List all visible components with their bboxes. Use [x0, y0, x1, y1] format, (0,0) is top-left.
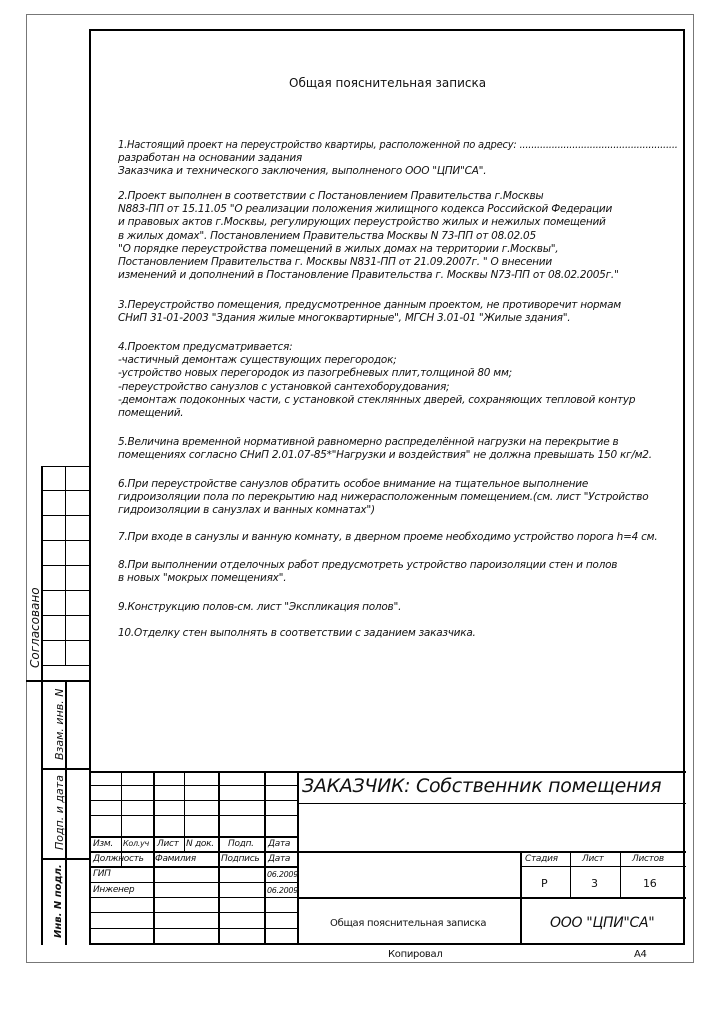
header-n-dok: N док. [186, 839, 214, 849]
side-line [41, 466, 43, 945]
header-list: Лист [157, 839, 179, 849]
copied-label: Копировал [388, 949, 443, 960]
paragraph-line: N883-ПП от 15.11.05 "О реализации положения жилищного кодекса Российской Федерации [118, 203, 613, 216]
paragraph-first-line: 8.При выполнении отделочных работ предусмотреть устройство пароизоляции стен и полов [118, 559, 618, 571]
paragraph-first-line: 2.Проект выполнен в соответствии с Постановлением Правительства г.Москвы [118, 190, 544, 202]
paragraph-line: помещениях согласно СНиП 2.01.07-85*"Нагрузки и воздействия" не должна превышать 150 кг/м2. [118, 449, 652, 462]
header-surname: Фамилия [155, 854, 196, 864]
paragraph-first-line: 3.Переустройство помещения, предусмотренное данным проектом, не противоречит нормам [118, 299, 621, 311]
paragraph-line: Постановлением Правительства г. Москвы N831-ПП от 21.09.2007г. " О внесении [118, 256, 552, 268]
paragraph-line: разработан на основании задания [118, 152, 302, 165]
paragraph-line: -демонтаж подоконных части, с установкой стеклянных дверей, сохраняющих тепловой контур [118, 393, 636, 406]
paragraph-line: "О порядке переустройства помещений в жилых домах на территории г.Москвы", [118, 242, 559, 255]
paragraph-line: Заказчика и технического заключения, выполненого ООО "ЦПИ"СА". [118, 165, 487, 178]
header-podp: Подп. [228, 839, 254, 849]
stage-label: Стадия [525, 854, 558, 864]
paragraph-line: -частичный демонтаж существующих перегородок; [118, 354, 397, 367]
row-role: ГИП [93, 869, 111, 879]
row-role: Инженер [93, 885, 135, 895]
company-name: ООО "ЦПИ"СА" [550, 915, 655, 931]
header-izm: Изм. [93, 839, 113, 849]
paragraph-first-line: 7.При входе в санузлы и ванную комнату, в дверном проеме необходимо устройство порога h=4 см. [118, 531, 658, 543]
paragraph-line: -устройство новых перегородок из пазогребневых плит,толщиной 80 мм; [118, 367, 512, 380]
header-data: Дата [268, 839, 291, 849]
paragraph-line: в жилых домах". Постановлением Правительства Москвы N 73-ПП от 08.02.05 [118, 229, 536, 242]
paragraph-line: изменений и дополнений в Постановление Правительства г. Москвы N73-ПП от 08.02.2005г." [118, 269, 619, 282]
row-date: 06.2009 [267, 886, 298, 895]
paragraph-line: в новых "мокрых помещениях". [118, 572, 287, 585]
sheets-value: 16 [643, 877, 657, 890]
sign-date-label: Подп. и дата [53, 775, 66, 850]
agreed-label: Согласовано [28, 587, 42, 668]
side-line [65, 466, 66, 666]
inv-orig-label: Инв. N подл. [53, 864, 64, 938]
customer-label: ЗАКАЗЧИК: Собственник помещения [302, 775, 662, 797]
header-signature: Подпись [221, 854, 260, 864]
paragraph-line: и правовых актов г.Москвы, регулирующих переустройство жилых и нежилых помещений [118, 216, 606, 229]
side-line [26, 680, 90, 682]
paragraph-first-line: 5.Величина временной нормативной равномерно распределённой нагрузки на перекрытие в [118, 436, 619, 448]
header-kol-uch: Кол.уч [123, 839, 149, 848]
paragraph-line: -переустройство санузлов с установкой сантехоборудования; [118, 380, 450, 393]
paragraph-first-line: 10.Отделку стен выполнять в соответствии с заданием заказчика. [118, 627, 476, 639]
paragraph-line: помещений. [118, 407, 184, 419]
paragraph-line: гидроизоляции в санузлах и ванных комнатах") [118, 504, 375, 517]
paragraph-line: СНиП 31-01-2003 "Здания жилые многоквартирные", МГСН 3.01-01 "Жилые здания". [118, 312, 571, 325]
paragraph-first-line: 6.При переустройстве санузлов обратить особое внимание на тщательное выполнение [118, 478, 589, 490]
paragraph-line: гидроизоляции пола по перекрытию над нижерасположенным помещением.(см. лист "Устройство [118, 491, 649, 504]
page-title: Общая пояснительная записка [289, 76, 487, 90]
paragraph-first-line: 4.Проектом предусматривается: [118, 341, 293, 353]
paragraph-first-line: 1.Настоящий проект на переустройство квартиры, расположенной по адресу: ...................................................... [118, 139, 678, 151]
sheets-label: Листов [632, 854, 664, 864]
swap-inv-label: Взам. инв. N [53, 688, 66, 760]
sheet-value: 3 [591, 877, 598, 890]
header-position: Должность [93, 854, 144, 864]
stage-value: Р [541, 877, 548, 890]
row-date: 06.2009 [267, 870, 298, 879]
paragraph-first-line: 9.Конструкцию полов-см. лист "Экспликация полов". [118, 601, 402, 613]
doc-name: Общая пояснительная записка [330, 918, 487, 929]
format-label: А4 [634, 949, 647, 960]
sheet-label: Лист [582, 854, 604, 864]
header-date: Дата [268, 854, 291, 864]
